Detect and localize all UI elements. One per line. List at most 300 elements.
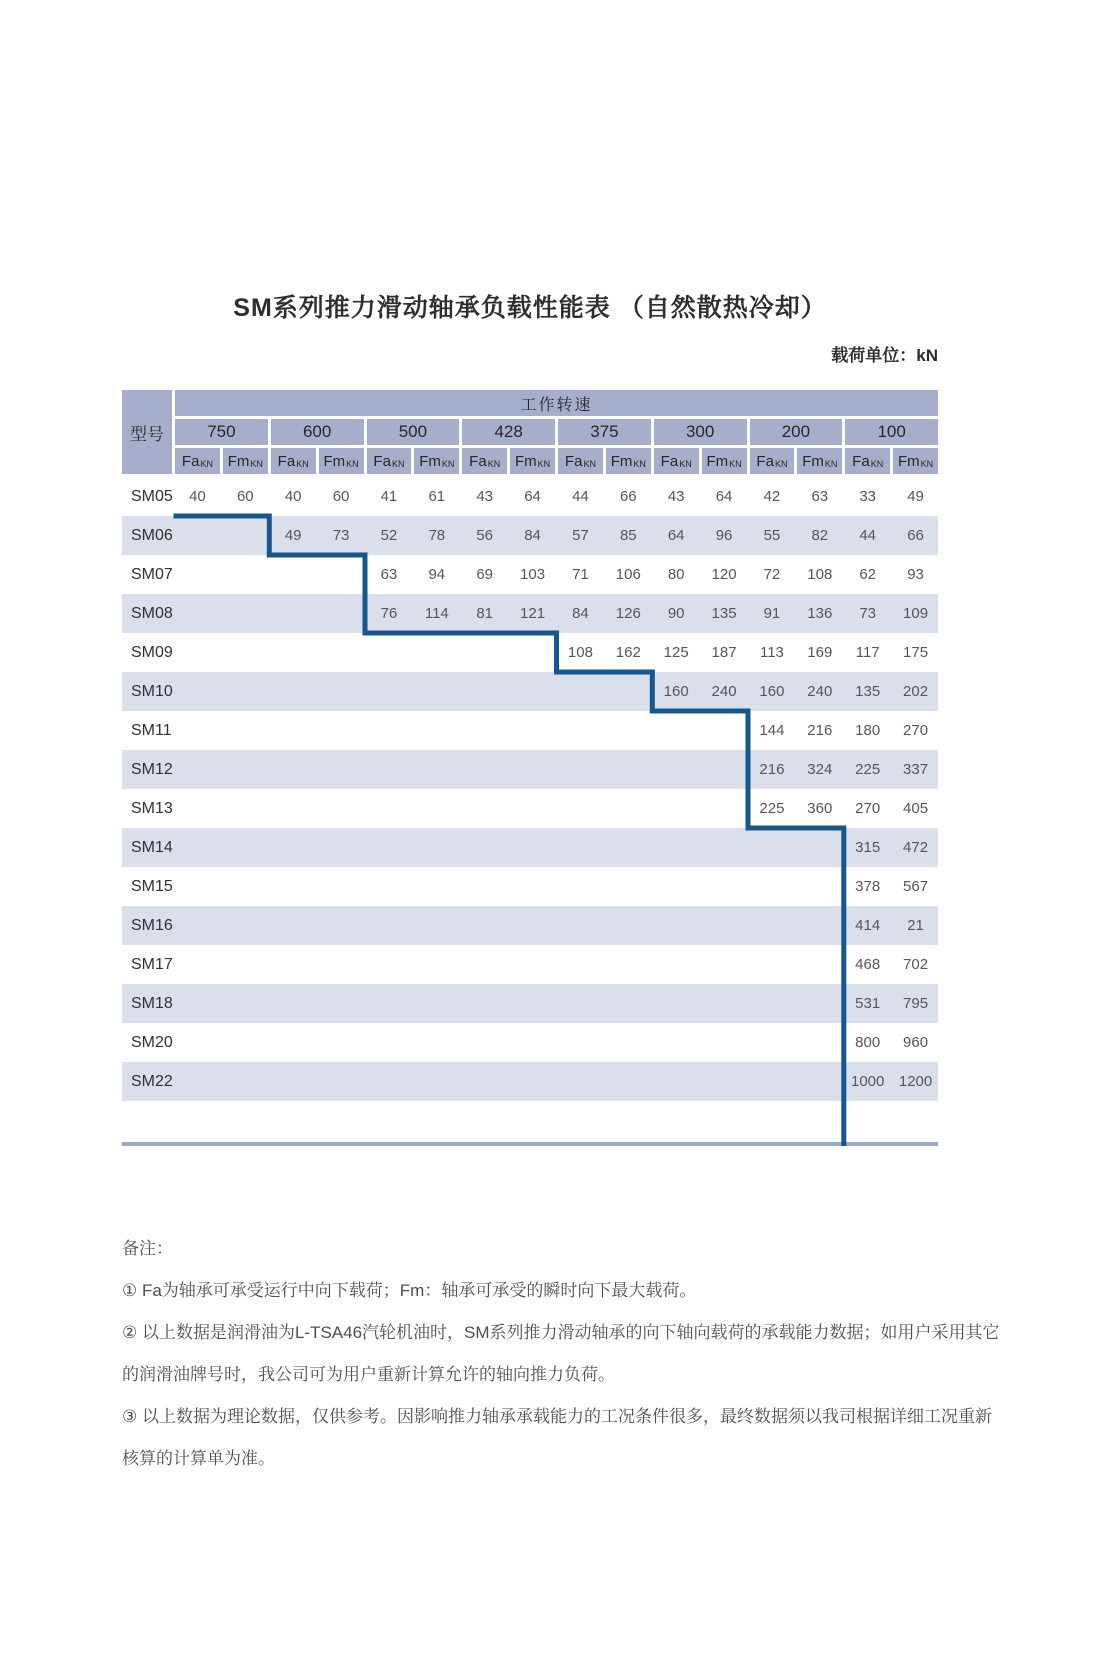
cell-SM15-Fm-600	[319, 867, 364, 906]
cell-SM11-Fm-428	[510, 711, 555, 750]
cell-SM10-Fm-200: 240	[807, 683, 833, 700]
cell-SM08-Fm-200: 136	[807, 605, 833, 622]
cell-SM12-Fm-600	[319, 750, 364, 789]
cell-SM16-Fm-428	[510, 906, 555, 945]
cell-SM20-Fa-428	[462, 1023, 507, 1062]
cell-SM10-Fm-500	[414, 672, 459, 711]
cell-SM16-Fa-428	[462, 906, 507, 945]
cell-SM14-Fm-100: 472	[903, 839, 929, 856]
cell-SM06-Fa-100: 44	[859, 527, 877, 544]
cell-SM14-Fm-750	[223, 828, 268, 867]
cell-SM13-Fa-750	[175, 789, 220, 828]
cell-SM17-Fa-375	[558, 945, 603, 984]
cell-SM12-Fa-750	[175, 750, 220, 789]
cell-SM12-Fm-750	[223, 750, 268, 789]
cell-SM22-Fa-375	[558, 1062, 603, 1101]
cell-SM07-Fa-500: 63	[380, 566, 398, 583]
cell-SM07-Fa-428: 69	[476, 566, 494, 583]
cell-SM12-Fm-428	[510, 750, 555, 789]
cell-SM08-Fm-600	[319, 594, 364, 633]
cell-SM07-Fm-600	[319, 555, 364, 594]
row-label-SM10: SM10	[131, 682, 173, 700]
cell-SM06-Fm-428: 84	[524, 527, 541, 544]
cell-SM13-Fa-428	[462, 789, 507, 828]
cell-SM20-Fm-428	[510, 1023, 555, 1062]
cell-SM10-Fm-750	[223, 672, 268, 711]
cell-SM16-Fa-375	[558, 906, 603, 945]
cell-SM10-Fa-375	[558, 672, 603, 711]
cell-SM13-Fa-300	[654, 789, 699, 828]
fa-subheader-200: Fa KN	[750, 448, 795, 474]
cell-SM20-Fa-500	[367, 1023, 412, 1062]
cell-SM20-Fa-300	[654, 1023, 699, 1062]
cell-SM12-Fm-300	[702, 750, 747, 789]
speed-header-300: 300	[654, 419, 747, 445]
cell-SM16-Fa-100: 414	[855, 917, 881, 934]
cell-SM05-Fm-100: 49	[907, 488, 924, 505]
cell-SM11-Fa-428	[462, 711, 507, 750]
cell-SM11-Fa-375	[558, 711, 603, 750]
cell-SM07-Fm-428: 103	[520, 566, 546, 583]
cell-SM15-Fm-500	[414, 867, 459, 906]
cell-SM05-Fm-500: 61	[428, 488, 446, 505]
cell-SM15-Fm-200	[797, 867, 842, 906]
cell-SM20-Fa-750	[175, 1023, 220, 1062]
cell-SM05-Fm-600: 60	[332, 488, 350, 505]
cell-SM16-Fm-750	[223, 906, 268, 945]
cell-SM10-Fa-500	[367, 672, 412, 711]
fa-subheader-300: Fa KN	[654, 448, 699, 474]
cell-SM09-Fm-428	[510, 633, 555, 672]
cell-SM22-Fa-600	[271, 1062, 316, 1101]
cell-SM20-Fm-750	[223, 1023, 268, 1062]
cell-SM15-Fa-375	[558, 867, 603, 906]
table-body	[122, 477, 938, 1101]
cell-SM16-Fa-600	[271, 906, 316, 945]
table-row-SM09	[122, 633, 938, 672]
cell-SM06-Fa-500: 52	[380, 527, 398, 544]
cell-SM05-Fa-300: 43	[667, 488, 685, 505]
fm-subheader-600: Fm KN	[319, 448, 364, 474]
cell-SM16-Fm-600	[319, 906, 364, 945]
cell-SM13-Fm-600	[319, 789, 364, 828]
cell-SM05-Fa-375: 44	[572, 488, 589, 505]
cell-SM06-Fa-200: 55	[763, 527, 781, 544]
cell-SM11-Fm-500	[414, 711, 459, 750]
cell-SM08-Fm-375: 126	[615, 605, 641, 622]
cell-SM06-Fa-600: 49	[284, 527, 302, 544]
table-row-SM17	[122, 945, 938, 984]
cell-SM08-Fm-100: 109	[903, 605, 929, 622]
speed-header-500: 500	[367, 419, 460, 445]
cell-SM06-Fm-500: 78	[428, 527, 446, 544]
table-row-SM14	[122, 828, 938, 867]
cell-SM05-Fm-300: 64	[715, 488, 733, 505]
cell-SM14-Fa-600	[271, 828, 316, 867]
cell-SM22-Fm-600	[319, 1062, 364, 1101]
cell-SM09-Fm-300: 187	[711, 644, 737, 661]
speed-header-375: 375	[558, 419, 651, 445]
cell-SM17-Fa-428	[462, 945, 507, 984]
table-row-SM18	[122, 984, 938, 1023]
cell-SM05-Fa-500: 41	[380, 488, 398, 505]
table-row-SM20	[122, 1023, 938, 1062]
cell-SM17-Fa-200	[750, 945, 795, 984]
cell-SM05-Fa-750: 40	[189, 488, 206, 505]
cell-SM10-Fa-300: 160	[663, 683, 689, 700]
cell-SM18-Fa-100: 531	[855, 995, 881, 1012]
cell-SM22-Fm-500	[414, 1062, 459, 1101]
cell-SM18-Fm-375	[606, 984, 651, 1023]
cell-SM22-Fa-500	[367, 1062, 412, 1101]
cell-SM06-Fa-300: 64	[667, 527, 685, 544]
cell-SM06-Fa-375: 57	[572, 527, 589, 544]
cell-SM05-Fm-428: 64	[524, 488, 541, 505]
cell-SM20-Fm-200	[797, 1023, 842, 1062]
cell-SM17-Fa-600	[271, 945, 316, 984]
cell-SM18-Fm-600	[319, 984, 364, 1023]
cell-SM09-Fa-428	[462, 633, 507, 672]
cell-SM08-Fa-375: 84	[572, 605, 589, 622]
cell-SM18-Fm-428	[510, 984, 555, 1023]
table-row-SM16	[122, 906, 938, 945]
row-label-SM13: SM13	[131, 799, 173, 817]
cell-SM13-Fa-200: 225	[759, 800, 785, 817]
cell-SM22-Fm-100: 1200	[898, 1073, 933, 1090]
cell-SM16-Fm-100: 21	[907, 917, 924, 934]
row-label-SM12: SM12	[131, 760, 173, 778]
note-item-3: ③ 以上数据为理论数据，仅供参考。因影响推力轴承承载能力的工况条件很多，最终数据须以我司根据详细工况重新核算的计算单为准。	[122, 1407, 992, 1468]
note-item-2: ② 以上数据是润滑油为L-TSA46汽轮机油时，SM系列推力滑动轴承的向下轴向载荷的承载能力数据；如用户采用其它的润滑油牌号时，我公司可为用户重新计算允许的轴向推力负荷。	[122, 1323, 1000, 1384]
cell-SM09-Fa-500	[367, 633, 412, 672]
cell-SM15-Fm-428	[510, 867, 555, 906]
cell-SM09-Fa-750	[175, 633, 220, 672]
cell-SM08-Fa-200: 91	[763, 605, 781, 622]
cell-SM14-Fa-100: 315	[855, 839, 881, 856]
cell-SM22-Fa-300	[654, 1062, 699, 1101]
cell-SM11-Fa-200: 144	[759, 722, 785, 739]
cell-SM06-Fm-300: 96	[715, 527, 733, 544]
working-speed-header: 工作转速	[175, 390, 938, 416]
cell-SM10-Fm-300: 240	[711, 683, 737, 700]
cell-SM10-Fm-600	[319, 672, 364, 711]
cell-SM06-Fa-428: 56	[476, 527, 494, 544]
cell-SM22-Fm-750	[223, 1062, 268, 1101]
cell-SM17-Fa-500	[367, 945, 412, 984]
cell-SM12-Fm-200: 324	[807, 761, 833, 778]
row-label-SM22: SM22	[131, 1072, 173, 1090]
cell-SM07-Fm-500: 94	[428, 566, 446, 583]
cell-SM13-Fm-428	[510, 789, 555, 828]
cell-SM09-Fm-750	[223, 633, 268, 672]
cell-SM17-Fm-300	[702, 945, 747, 984]
cell-SM15-Fm-300	[702, 867, 747, 906]
cell-SM07-Fa-100: 62	[859, 566, 877, 583]
fm-subheader-100: Fm KN	[893, 448, 938, 474]
cell-SM20-Fm-300	[702, 1023, 747, 1062]
cell-SM11-Fa-600	[271, 711, 316, 750]
fa-subheader-600: Fa KN	[271, 448, 316, 474]
cell-SM16-Fm-500	[414, 906, 459, 945]
row-label-SM14: SM14	[131, 838, 173, 856]
cell-SM07-Fm-375: 106	[615, 566, 641, 583]
table-row-SM08	[122, 594, 938, 633]
speed-header-200: 200	[750, 419, 843, 445]
cell-SM13-Fm-200: 360	[807, 800, 833, 817]
cell-SM09-Fm-100: 175	[903, 644, 929, 661]
cell-SM09-Fm-600	[319, 633, 364, 672]
cell-SM07-Fm-300: 120	[711, 566, 737, 583]
cell-SM18-Fm-100: 795	[903, 995, 929, 1012]
cell-SM07-Fa-600	[271, 555, 316, 594]
cell-SM09-Fm-200: 169	[807, 644, 833, 661]
cell-SM08-Fa-500: 76	[380, 605, 398, 622]
cell-SM17-Fm-375	[606, 945, 651, 984]
row-label-SM16: SM16	[131, 916, 173, 934]
fm-subheader-300: Fm KN	[702, 448, 747, 474]
cell-SM10-Fa-600	[271, 672, 316, 711]
note-item-1: ① Fa为轴承可承受运行中向下载荷；Fm：轴承可承受的瞬时向下最大载荷。	[122, 1281, 697, 1300]
cell-SM10-Fa-100: 135	[855, 683, 881, 700]
cell-SM06-Fm-200: 82	[811, 527, 829, 544]
table-row-SM10	[122, 672, 938, 711]
table-row-SM22	[122, 1062, 938, 1101]
cell-SM10-Fm-428	[510, 672, 555, 711]
speed-header-750: 750	[175, 419, 268, 445]
cell-SM14-Fm-300	[702, 828, 747, 867]
cell-SM15-Fa-300	[654, 867, 699, 906]
cell-SM07-Fm-200: 108	[807, 566, 833, 583]
cell-SM15-Fa-750	[175, 867, 220, 906]
page-title: SM系列推力滑动轴承负载性能表 （自然散热冷却）	[233, 294, 827, 322]
fa-subheader-500: Fa KN	[367, 448, 412, 474]
cell-SM08-Fm-428: 121	[520, 605, 546, 622]
row-label-SM06: SM06	[131, 526, 173, 544]
notes-section	[122, 1228, 1006, 1480]
cell-SM11-Fa-750	[175, 711, 220, 750]
cell-SM06-Fa-750	[175, 516, 220, 555]
cell-SM05-Fm-375: 66	[619, 488, 637, 505]
cell-SM08-Fa-300: 90	[667, 605, 685, 622]
row-label-SM20: SM20	[131, 1033, 173, 1051]
cell-SM09-Fa-100: 117	[855, 644, 880, 661]
cell-SM12-Fm-500	[414, 750, 459, 789]
cell-SM17-Fm-200	[797, 945, 842, 984]
fa-subheader-100: Fa KN	[845, 448, 890, 474]
cell-SM05-Fm-200: 63	[811, 488, 829, 505]
cell-SM18-Fm-200	[797, 984, 842, 1023]
cell-SM07-Fa-200: 72	[763, 566, 781, 583]
row-label-SM07: SM07	[131, 565, 173, 583]
cell-SM13-Fa-100: 270	[855, 800, 881, 817]
fa-subheader-375: Fa KN	[558, 448, 603, 474]
cell-SM16-Fm-375	[606, 906, 651, 945]
bearing-load-table	[122, 390, 938, 1101]
cell-SM08-Fa-100: 73	[859, 605, 877, 622]
speed-header-100: 100	[845, 419, 938, 445]
cell-SM11-Fm-600	[319, 711, 364, 750]
cell-SM14-Fa-200	[750, 828, 795, 867]
cell-SM22-Fa-428	[462, 1062, 507, 1101]
cell-SM08-Fa-600	[271, 594, 316, 633]
table-row-SM11	[122, 711, 938, 750]
cell-SM11-Fa-500	[367, 711, 412, 750]
cell-SM16-Fa-750	[175, 906, 220, 945]
cell-SM13-Fm-750	[223, 789, 268, 828]
cell-SM16-Fm-200	[797, 906, 842, 945]
cell-SM12-Fa-200: 216	[759, 761, 785, 778]
cell-SM20-Fa-100: 800	[855, 1034, 881, 1051]
fm-subheader-750: Fm KN	[223, 448, 268, 474]
cell-SM11-Fa-300	[654, 711, 699, 750]
cell-SM17-Fm-750	[223, 945, 268, 984]
cell-SM16-Fa-500	[367, 906, 412, 945]
cell-SM13-Fm-500	[414, 789, 459, 828]
cell-SM22-Fm-200	[797, 1062, 842, 1101]
cell-SM18-Fm-500	[414, 984, 459, 1023]
cell-SM17-Fa-750	[175, 945, 220, 984]
fm-subheader-500: Fm KN	[414, 448, 459, 474]
cell-SM09-Fm-375: 162	[615, 644, 641, 661]
cell-SM05-Fa-428: 43	[476, 488, 494, 505]
cell-SM20-Fa-600	[271, 1023, 316, 1062]
row-label-SM15: SM15	[131, 877, 173, 895]
cell-SM18-Fa-500	[367, 984, 412, 1023]
row-label-SM08: SM08	[131, 604, 173, 622]
cell-SM17-Fm-600	[319, 945, 364, 984]
cell-SM20-Fm-375	[606, 1023, 651, 1062]
model-column-header: 型号	[122, 390, 172, 474]
table-row-SM15	[122, 867, 938, 906]
cell-SM18-Fa-200	[750, 984, 795, 1023]
cell-SM14-Fm-500	[414, 828, 459, 867]
cell-SM08-Fa-428: 81	[476, 605, 494, 622]
cell-SM11-Fm-750	[223, 711, 268, 750]
cell-SM14-Fa-750	[175, 828, 220, 867]
cell-SM22-Fa-750	[175, 1062, 220, 1101]
cell-SM17-Fm-500	[414, 945, 459, 984]
cell-SM22-Fm-375	[606, 1062, 651, 1101]
speed-header-428: 428	[462, 419, 555, 445]
cell-SM09-Fa-200: 113	[759, 644, 784, 661]
cell-SM17-Fm-100: 702	[903, 956, 929, 973]
cell-SM12-Fa-500	[367, 750, 412, 789]
row-label-SM11: SM11	[131, 721, 172, 739]
cell-SM14-Fa-375	[558, 828, 603, 867]
table-row-SM13	[122, 789, 938, 828]
cell-SM12-Fa-600	[271, 750, 316, 789]
cell-SM17-Fa-300	[654, 945, 699, 984]
cell-SM22-Fa-200	[750, 1062, 795, 1101]
cell-SM12-Fa-375	[558, 750, 603, 789]
cell-SM20-Fa-375	[558, 1023, 603, 1062]
cell-SM12-Fm-375	[606, 750, 651, 789]
cell-SM06-Fm-750	[223, 516, 268, 555]
cell-SM15-Fm-375	[606, 867, 651, 906]
cell-SM15-Fm-100: 567	[903, 878, 929, 895]
fm-subheader-375: Fm KN	[606, 448, 651, 474]
cell-SM15-Fm-750	[223, 867, 268, 906]
cell-SM10-Fm-375	[606, 672, 651, 711]
cell-SM14-Fa-500	[367, 828, 412, 867]
cell-SM11-Fa-100: 180	[855, 722, 881, 739]
cell-SM15-Fa-600	[271, 867, 316, 906]
cell-SM14-Fa-300	[654, 828, 699, 867]
cell-SM05-Fa-200: 42	[763, 488, 781, 505]
cell-SM18-Fm-750	[223, 984, 268, 1023]
cell-SM05-Fm-750: 60	[236, 488, 254, 505]
cell-SM13-Fa-500	[367, 789, 412, 828]
cell-SM11-Fm-100: 270	[903, 722, 929, 739]
cell-SM15-Fa-100: 378	[855, 878, 881, 895]
cell-SM20-Fm-500	[414, 1023, 459, 1062]
cell-SM14-Fm-600	[319, 828, 364, 867]
table-row-SM06	[122, 516, 938, 555]
row-label-SM05: SM05	[131, 487, 173, 505]
cell-SM06-Fm-375: 85	[619, 527, 637, 544]
table-footer-bar	[122, 1142, 938, 1146]
cell-SM06-Fm-100: 66	[907, 527, 924, 544]
cell-SM20-Fm-100: 960	[903, 1034, 929, 1051]
cell-SM13-Fa-375	[558, 789, 603, 828]
cell-SM12-Fm-100: 337	[903, 761, 929, 778]
cell-SM20-Fm-600	[319, 1023, 364, 1062]
cell-SM07-Fm-100: 93	[907, 566, 924, 583]
cell-SM17-Fa-100: 468	[855, 956, 881, 973]
cell-SM10-Fa-750	[175, 672, 220, 711]
cell-SM18-Fa-300	[654, 984, 699, 1023]
cell-SM09-Fa-600	[271, 633, 316, 672]
cell-SM13-Fa-600	[271, 789, 316, 828]
table-row-SM05	[122, 477, 938, 516]
speed-header-600: 600	[271, 419, 364, 445]
table-row-SM12	[122, 750, 938, 789]
cell-SM22-Fm-428	[510, 1062, 555, 1101]
cell-SM06-Fm-600: 73	[332, 527, 350, 544]
cell-SM05-Fa-600: 40	[284, 488, 302, 505]
cell-SM16-Fa-200	[750, 906, 795, 945]
cell-SM16-Fm-300	[702, 906, 747, 945]
cell-SM07-Fa-750	[175, 555, 220, 594]
cell-SM22-Fa-100: 1000	[851, 1073, 885, 1090]
cell-SM09-Fm-500	[414, 633, 459, 672]
cell-SM20-Fa-200	[750, 1023, 795, 1062]
cell-SM08-Fm-300: 135	[711, 605, 737, 622]
cell-SM11-Fm-200: 216	[807, 722, 833, 739]
cell-SM18-Fa-600	[271, 984, 316, 1023]
cell-SM12-Fa-428	[462, 750, 507, 789]
cell-SM07-Fm-750	[223, 555, 268, 594]
cell-SM12-Fa-100: 225	[855, 761, 881, 778]
fm-subheader-428: Fm KN	[510, 448, 555, 474]
fm-subheader-200: Fm KN	[797, 448, 842, 474]
cell-SM11-Fm-300	[702, 711, 747, 750]
cell-SM07-Fa-375: 71	[572, 566, 589, 583]
cell-SM08-Fm-750	[223, 594, 268, 633]
cell-SM18-Fm-300	[702, 984, 747, 1023]
cell-SM15-Fa-428	[462, 867, 507, 906]
cell-SM22-Fm-300	[702, 1062, 747, 1101]
cell-SM14-Fm-200	[797, 828, 842, 867]
cell-SM05-Fa-100: 33	[859, 488, 877, 505]
cell-SM07-Fa-300: 80	[667, 566, 685, 583]
cell-SM18-Fa-750	[175, 984, 220, 1023]
cell-SM13-Fm-100: 405	[903, 800, 929, 817]
cell-SM13-Fm-375	[606, 789, 651, 828]
cell-SM14-Fa-428	[462, 828, 507, 867]
fa-subheader-750: Fa KN	[175, 448, 220, 474]
cell-SM12-Fa-300	[654, 750, 699, 789]
